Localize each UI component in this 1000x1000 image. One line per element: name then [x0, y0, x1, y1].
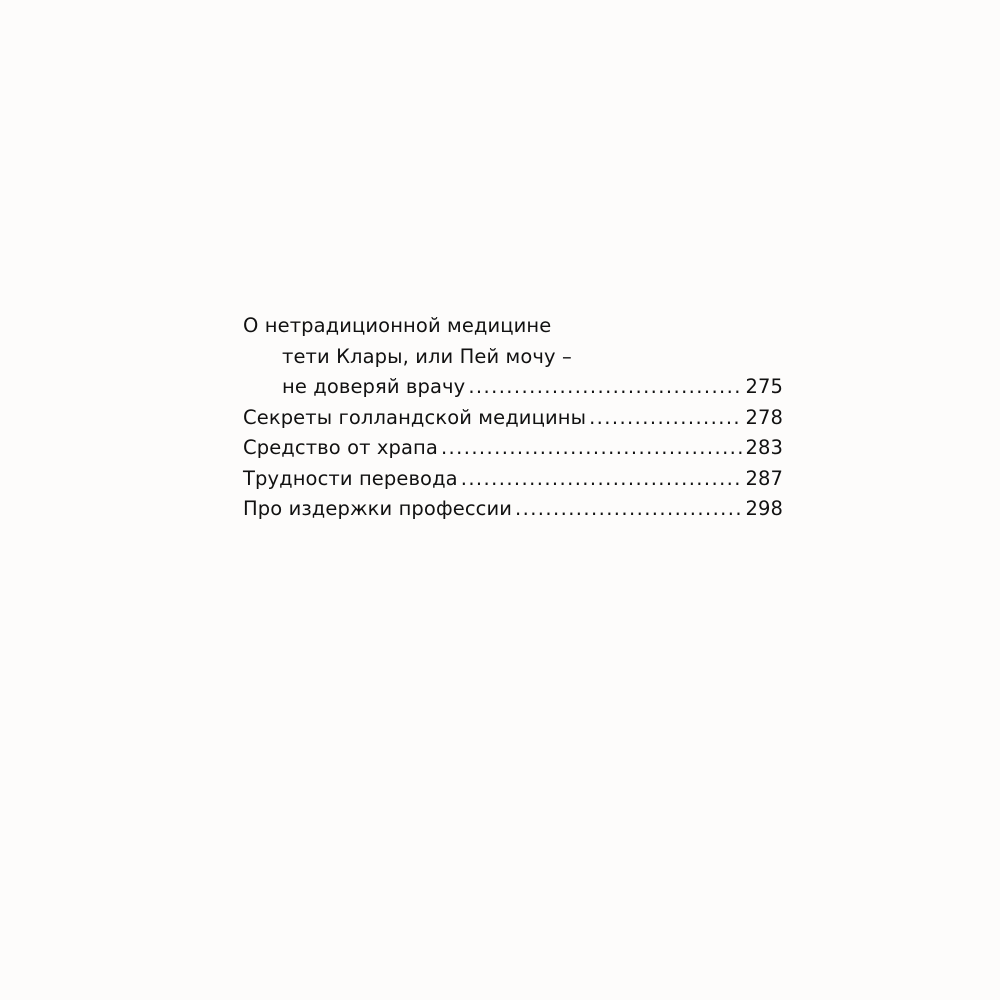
- toc-page-number: 283: [745, 436, 783, 459]
- toc-entry-title: Трудности перевода: [243, 466, 458, 490]
- toc-entry-title: Про издержки профессии: [243, 497, 513, 520]
- toc-entry: [243, 433, 783, 464]
- toc-entry-title: не доверяй врачу: [282, 375, 466, 398]
- toc-entry: [243, 464, 783, 495]
- toc-entry-line: [243, 311, 783, 342]
- toc-entry-title: Средство от храпа: [243, 436, 438, 459]
- dot-leader: [468, 372, 743, 403]
- toc-entry: [243, 494, 783, 525]
- toc-entry: [243, 372, 783, 403]
- dot-leader: [589, 403, 743, 434]
- toc-page-number: 298: [745, 497, 783, 520]
- toc-entry-title: О нетрадиционной медицине: [243, 314, 552, 337]
- dot-leader: [515, 494, 743, 525]
- toc-entry-title: тети Клары, или Пей мочу –: [282, 344, 572, 368]
- toc-page-number: 278: [745, 405, 783, 429]
- dot-leader: [441, 433, 744, 464]
- toc-entry-title: Секреты голландской медицины: [243, 405, 587, 429]
- table-of-contents: [243, 311, 783, 525]
- toc-page-number: 287: [745, 466, 783, 490]
- toc-entry: [243, 403, 783, 434]
- dot-leader: [461, 464, 744, 495]
- toc-page-number: 275: [745, 375, 783, 398]
- toc-entry-line: [243, 342, 783, 373]
